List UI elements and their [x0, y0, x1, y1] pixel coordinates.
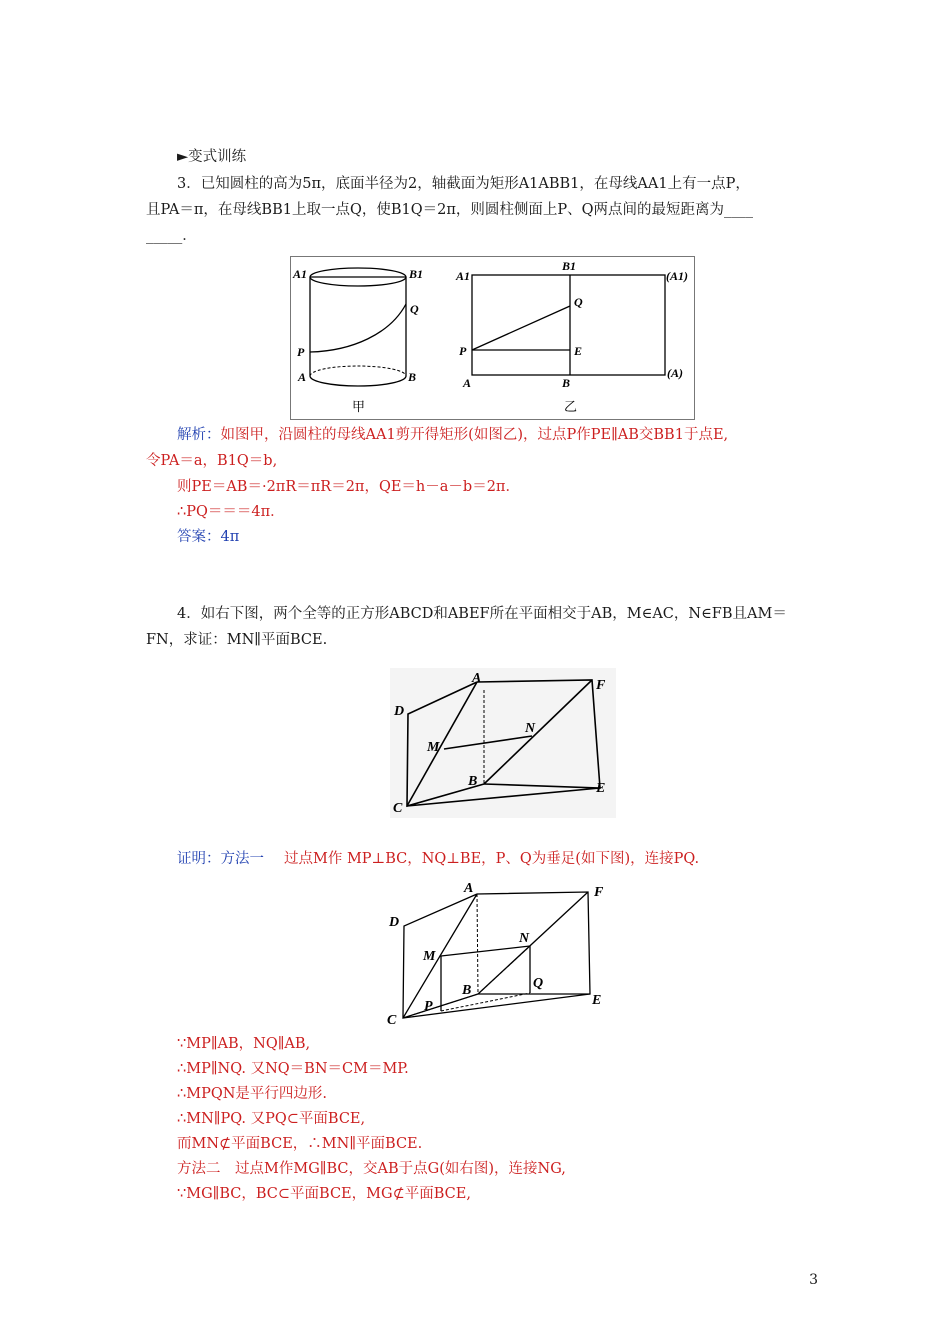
- proof-intro: 过点M作 MP⊥BC，NQ⊥BE，P、Q为垂足(如下图)，连接PQ.: [284, 851, 700, 867]
- cylinder-diagram-jia: [292, 267, 423, 415]
- fig1-label-c: C: [393, 801, 403, 816]
- analysis-line-2: 令PA＝a，B1Q＝b,: [146, 453, 278, 469]
- proof-step-3: ∴MPQN是平行四边形.: [177, 1086, 328, 1102]
- fig2-label-n: N: [519, 931, 530, 946]
- proof-intro-line: [177, 849, 699, 869]
- squares-figure-2: [386, 876, 616, 1028]
- fig1-label-e: E: [596, 781, 606, 796]
- jia-label-b: B: [408, 370, 417, 384]
- fig1-label-b: B: [468, 774, 478, 789]
- proof-step-6: 方法二 过点M作MG∥BC，交AB于点G(如右图)，连接NG,: [177, 1161, 566, 1177]
- fig2-label-q: Q: [533, 976, 544, 991]
- proof-step-1: ∵MP∥AB，NQ∥AB,: [177, 1036, 311, 1052]
- yi-label-e: E: [574, 344, 583, 358]
- fig2-label-a: A: [464, 881, 474, 896]
- proof-step-7: ∵MG∥BC，BC⊂平面BCE，MG⊄平面BCE,: [177, 1186, 471, 1202]
- yi-label-a1: A1: [456, 269, 471, 283]
- jia-label-a: A: [298, 370, 307, 384]
- q4-text-line-1: 4．如右下图，两个全等的正方形ABCD和ABEF所在平面相交于AB，M∈AC，N∈FB且AM＝: [177, 606, 787, 622]
- fig1-label-m: M: [427, 740, 440, 755]
- cylinder-figure: [290, 256, 695, 420]
- fig2-label-d: D: [389, 915, 400, 930]
- q3-text-line-1: 3．已知圆柱的高为5π，底面半径为2，轴截面为矩形A1ABB1，在母线AA1上有一点P，: [177, 176, 750, 192]
- fig1-label-a: A: [472, 671, 482, 686]
- fig1-label-n: N: [525, 721, 536, 736]
- jia-caption: 甲: [352, 400, 366, 415]
- q4-text-line-2: FN，求证：MN∥平面BCE.: [146, 632, 328, 648]
- yi-caption: 乙: [564, 400, 578, 415]
- jia-label-p: P: [297, 345, 305, 359]
- analysis-line-1: [177, 425, 728, 445]
- fig2-label-m: M: [423, 949, 436, 964]
- fig1-label-f: F: [596, 678, 606, 693]
- fig2-label-b: B: [462, 983, 472, 998]
- analysis-line-4: ∴PQ＝＝＝4π．: [177, 504, 285, 520]
- page-number: 3: [809, 1272, 818, 1288]
- yi-label-q: Q: [574, 295, 583, 309]
- jia-label-b1: B1: [409, 267, 424, 281]
- squares-figure-1: [390, 668, 616, 818]
- jia-label-q: Q: [410, 302, 419, 316]
- rectangle-diagram-yi: [455, 259, 688, 415]
- q3-text-line-2: 且PA＝π，在母线BB1上取一点Q，使B1Q＝2π，则圆柱侧面上P、Q两点间的最短距离为____: [146, 202, 754, 218]
- yi-label-a: A: [463, 376, 472, 390]
- yi-label-a-paren: (A): [667, 366, 683, 380]
- proof-step-4: ∴MN∥PQ. 又PQ⊂平面BCE,: [177, 1111, 366, 1127]
- fig1-label-d: D: [394, 704, 405, 719]
- proof-step-5: 而MN⊄平面BCE，∴MN∥平面BCE.: [177, 1136, 423, 1152]
- fig2-label-e: E: [592, 993, 602, 1008]
- proof-label: 证明：方法一: [177, 851, 264, 867]
- jia-label-a1: A1: [293, 267, 308, 281]
- yi-label-b1: B1: [562, 259, 577, 273]
- answer-line: 答案：4π: [177, 529, 240, 545]
- analysis-text-1: 如图甲，沿圆柱的母线AA1剪开得矩形(如图乙)，过点P作PE∥AB交BB1于点E,: [220, 427, 729, 443]
- analysis-line-3: 则PE＝AB＝·2πR＝πR＝2π，QE＝h－a－b＝2π．: [177, 479, 520, 495]
- q3-text-line-3: _____．: [146, 228, 197, 244]
- fig2-label-c: C: [387, 1013, 397, 1028]
- proof-step-2: ∴MP∥NQ. 又NQ＝BN＝CM＝MP.: [177, 1061, 409, 1077]
- section-heading: ►变式训练: [177, 149, 247, 165]
- yi-label-p: P: [459, 344, 467, 358]
- analysis-label: 解析：: [177, 427, 221, 443]
- yi-label-b: B: [562, 376, 571, 390]
- fig2-label-f: F: [594, 885, 604, 900]
- yi-label-a1-paren: (A1): [666, 269, 688, 283]
- fig2-label-p: P: [424, 999, 433, 1014]
